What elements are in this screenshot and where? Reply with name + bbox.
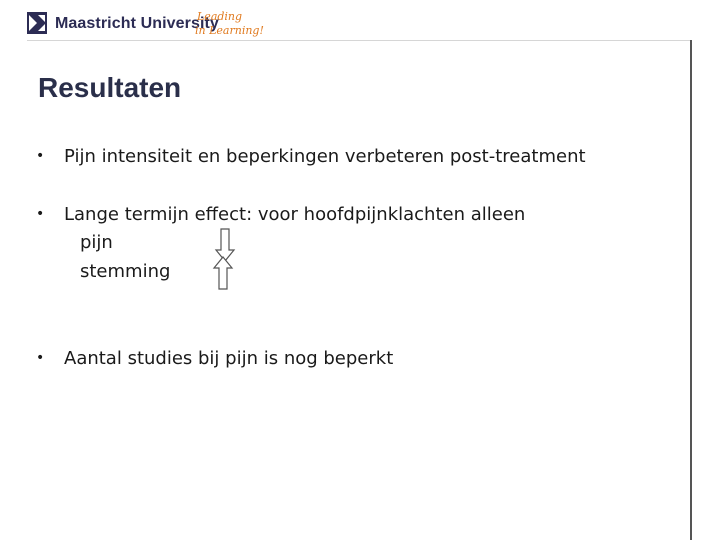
right-edge-rule bbox=[690, 40, 692, 540]
tagline-line1: Leading bbox=[197, 10, 243, 23]
header-bar bbox=[0, 0, 720, 42]
bullet-dot: • bbox=[36, 350, 45, 366]
bullet-text: Lange termijn effect: voor hoofdpijnklachten alleen bbox=[64, 204, 526, 225]
bullet-item bbox=[36, 146, 586, 167]
tagline-handwritten bbox=[193, 7, 264, 39]
bullet-text: Pijn intensiteit en beperkingen verbeteren post-treatment bbox=[64, 146, 586, 167]
sub-item-stemming: stemming bbox=[80, 261, 171, 282]
bullet-dot: • bbox=[36, 206, 45, 222]
bullet-item bbox=[36, 348, 393, 369]
slide-title: Resultaten bbox=[38, 72, 182, 103]
bullet-text: Aantal studies bij pijn is nog beperkt bbox=[64, 348, 394, 369]
tagline-line2: in Learning! bbox=[195, 24, 264, 37]
up-arrow-icon bbox=[212, 256, 234, 290]
bullet-item bbox=[36, 204, 525, 225]
university-name: Maastricht University bbox=[55, 15, 219, 32]
header-divider bbox=[27, 40, 692, 41]
sub-item-pijn: pijn bbox=[80, 232, 113, 253]
university-logo-icon bbox=[27, 12, 47, 34]
bullet-dot: • bbox=[36, 148, 45, 164]
